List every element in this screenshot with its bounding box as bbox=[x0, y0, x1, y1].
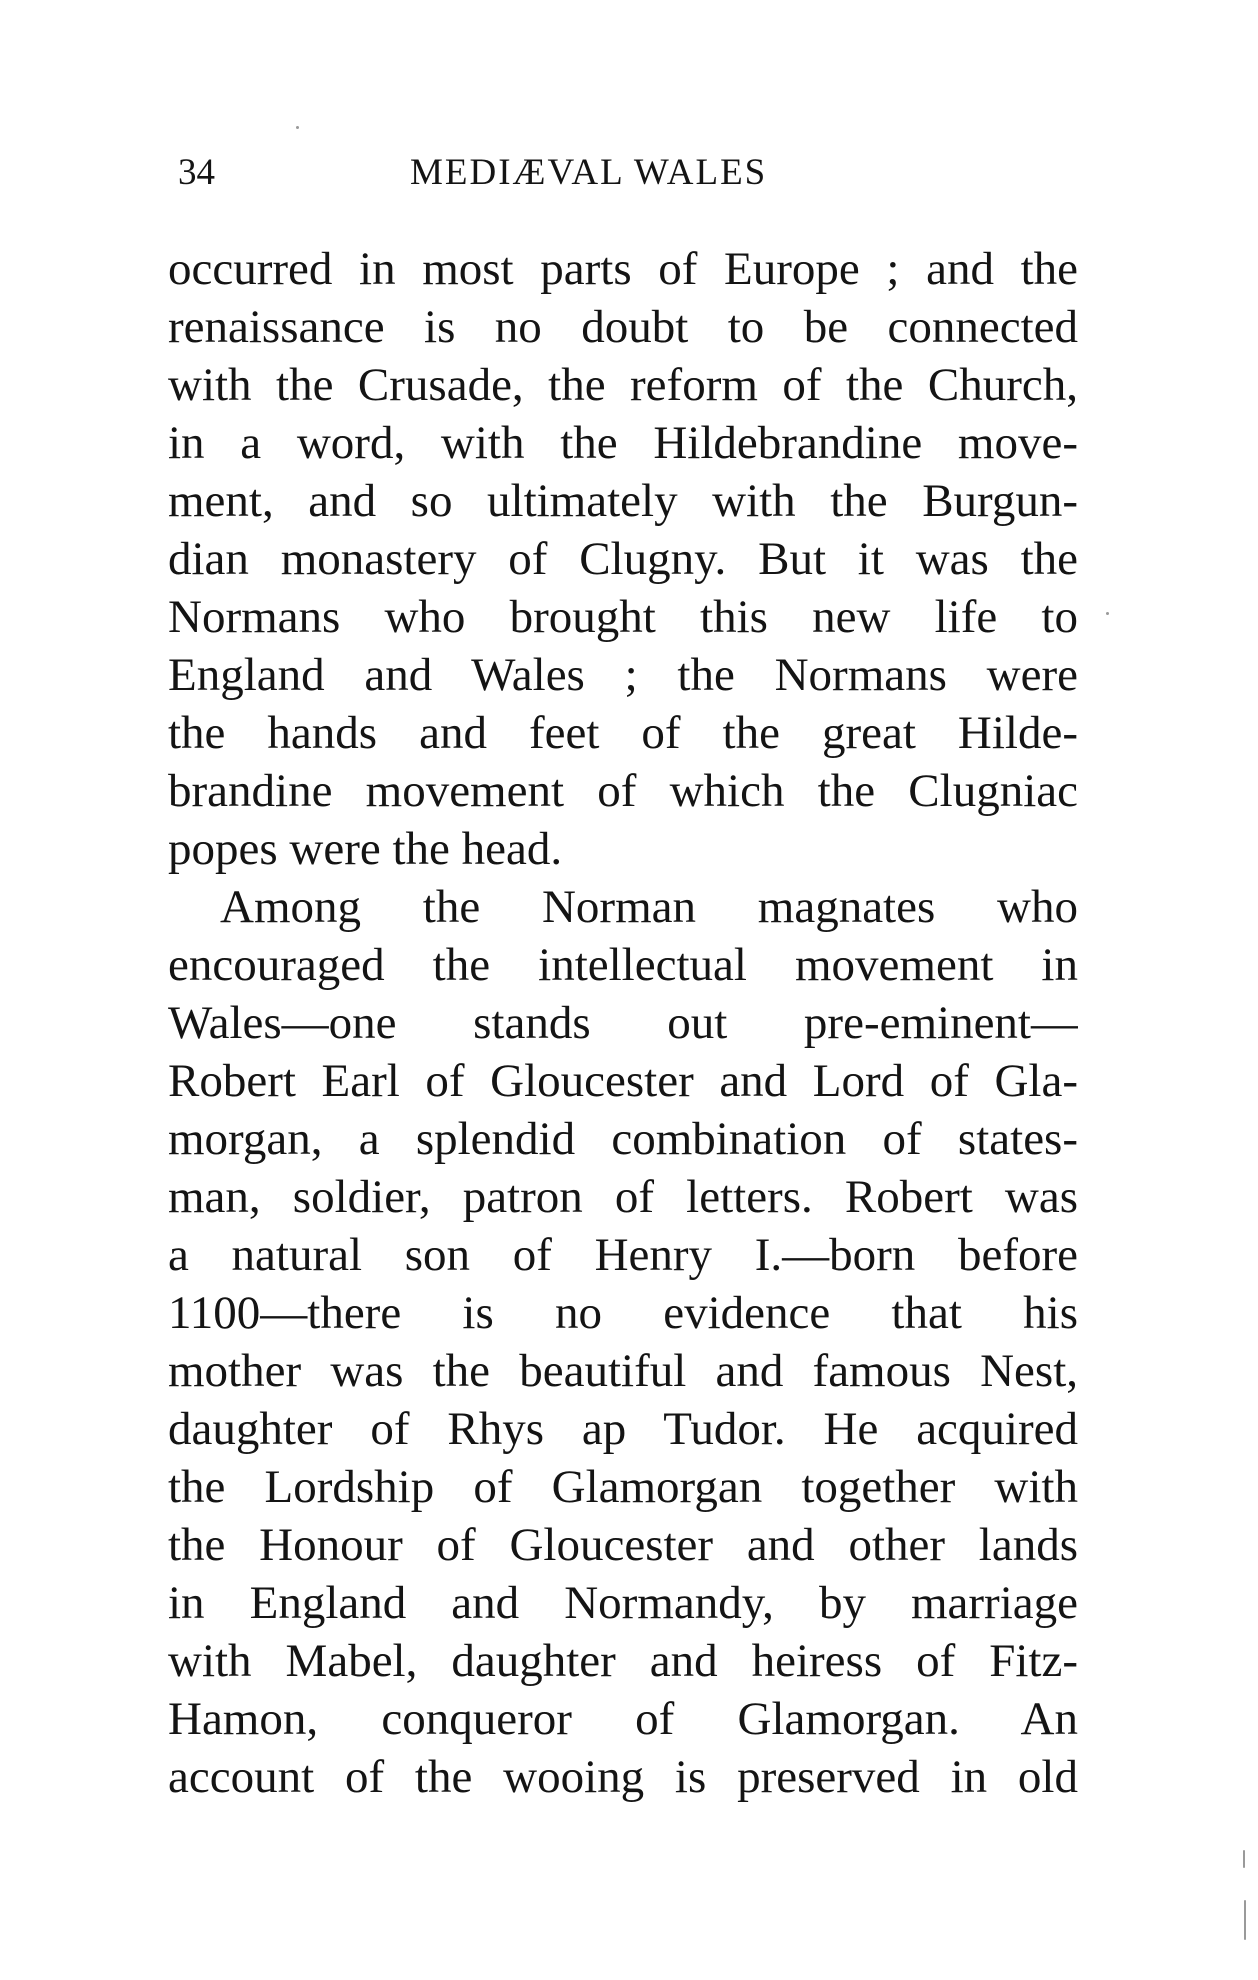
text-line: in England and Normandy, by marriage bbox=[168, 1577, 1078, 1629]
text-line: Wales—one stands out pre-eminent— bbox=[168, 997, 1078, 1049]
text-line: renaissance is no doubt to be connected bbox=[168, 301, 1078, 353]
body-text bbox=[168, 240, 1078, 1806]
text-line: ment, and so ultimately with the Burgun- bbox=[168, 475, 1078, 527]
paragraph-last-line: popes were the head. bbox=[168, 823, 563, 875]
text-line: Normans who brought this new life to bbox=[168, 591, 1078, 643]
page-header bbox=[168, 148, 1078, 198]
text-line: dian monastery of Clugny. But it was the bbox=[168, 533, 1078, 585]
text-line: Robert Earl of Gloucester and Lord of Gla- bbox=[168, 1055, 1078, 1107]
text-line: a natural son of Henry I.—born before bbox=[168, 1229, 1078, 1281]
text-line: brandine movement of which the Clugniac bbox=[168, 765, 1078, 817]
text-line: daughter of Rhys ap Tudor. He acquired bbox=[168, 1403, 1078, 1455]
text-line: encouraged the intellectual movement in bbox=[168, 939, 1078, 991]
scan-speck bbox=[1106, 612, 1109, 615]
text-line: morgan, a splendid combination of states- bbox=[168, 1113, 1078, 1165]
text-line: England and Wales ; the Normans were bbox=[168, 649, 1078, 701]
running-head: MEDIÆVAL WALES bbox=[410, 152, 768, 193]
scan-speck bbox=[296, 126, 299, 129]
text-line: the Honour of Gloucester and other lands bbox=[168, 1519, 1078, 1571]
scan-speck bbox=[1244, 1900, 1246, 1940]
text-line: account of the wooing is preserved in old bbox=[168, 1751, 1078, 1803]
page-number: 34 bbox=[178, 152, 215, 193]
text-line: man, soldier, patron of letters. Robert was bbox=[168, 1171, 1078, 1223]
text-line: with Mabel, daughter and heiress of Fitz- bbox=[168, 1635, 1078, 1687]
text-line: Hamon, conqueror of Glamorgan. An bbox=[168, 1693, 1078, 1745]
text-line: occurred in most parts of Europe ; and the bbox=[168, 243, 1078, 295]
text-line: with the Crusade, the reform of the Church, bbox=[168, 359, 1078, 411]
text-line: 1100—there is no evidence that his bbox=[168, 1287, 1078, 1339]
scan-speck bbox=[1243, 1850, 1245, 1868]
text-line: the Lordship of Glamorgan together with bbox=[168, 1461, 1078, 1513]
text-line: in a word, with the Hildebrandine move- bbox=[168, 417, 1078, 469]
text-line: the hands and feet of the great Hilde- bbox=[168, 707, 1078, 759]
text-line: mother was the beautiful and famous Nest, bbox=[168, 1345, 1078, 1397]
paragraph-first-line: Among the Norman magnates who bbox=[220, 881, 1078, 933]
